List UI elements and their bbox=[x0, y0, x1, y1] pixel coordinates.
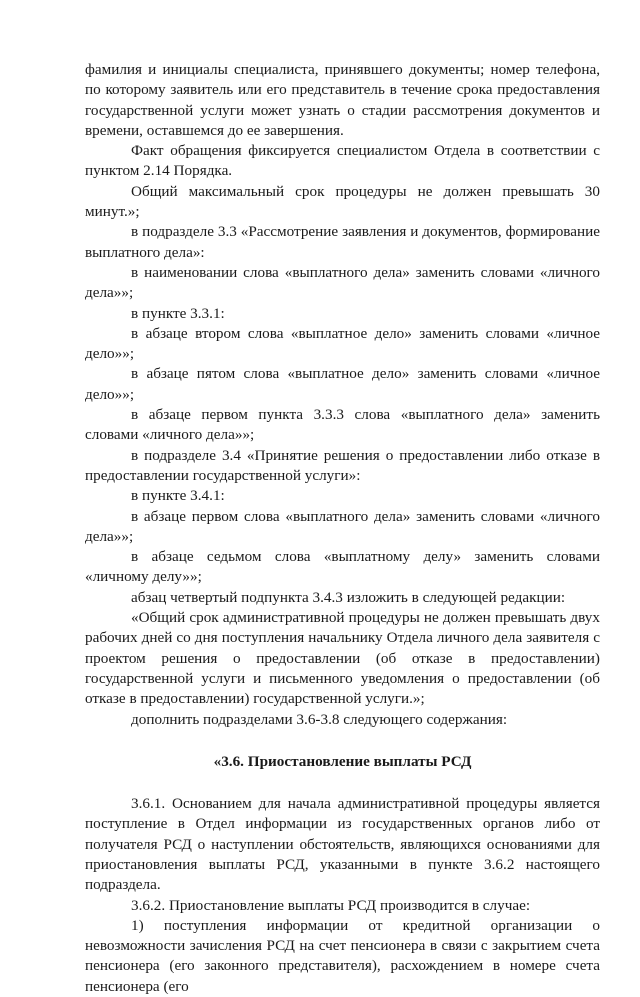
paragraph: 3.6.2. Приостановление выплаты РСД производится в случае: bbox=[131, 896, 531, 914]
paragraph: в абзаце седьмом слова «выплатному делу» заменить словами «личному делу»»; bbox=[85, 548, 600, 586]
document-body bbox=[85, 60, 600, 997]
paragraph: дополнить подразделами 3.6-3.8 следующего содержания: bbox=[131, 710, 508, 728]
paragraph: в абзаце первом пункта 3.3.3 слова «выплатного дела» заменить словами «личного дела»»; bbox=[85, 406, 600, 444]
paragraph: фамилия и инициалы специалиста, принявшего документы; номер телефона, по которому заявитель или его представитель в течение срока предоставления государственной услуги может узнать о стадии рассмотрения документов и времени, оставшемся до ее завершения. bbox=[85, 61, 600, 139]
paragraph: «Общий срок административной процедуры не должен превышать двух рабочих дней со дня поступления начальнику Отдела личного дела заявителя с проектом решения о предоставлении (об отказе в предоставлении) государственной услуги и письменного уведомления о предоставлении (об отказе в предоставлении) государственной услуги.»; bbox=[85, 609, 600, 708]
paragraph: в пункте 3.3.1: bbox=[131, 304, 225, 322]
paragraph: в подразделе 3.4 «Принятие решения о предоставлении либо отказе в предоставлении государственной услуги»: bbox=[85, 446, 600, 484]
paragraph: в пункте 3.4.1: bbox=[131, 487, 225, 505]
paragraph: в абзаце первом слова «выплатного дела» заменить словами «личного дела»»; bbox=[85, 507, 600, 545]
paragraph: 3.6.1. Основанием для начала административной процедуры является поступление в Отдел информации из государственных органов либо от получателя РСД о наступлении обстоятельств, являющихся основаниями для приостановления выплаты РСД, указанными в пункте 3.6.2 настоящего подраздела. bbox=[85, 795, 600, 894]
paragraph: в абзаце пятом слова «выплатное дело» заменить словами «личное дело»»; bbox=[85, 365, 600, 403]
paragraph: Общий максимальный срок процедуры не должен превышать 30 минут.»; bbox=[85, 182, 600, 221]
section-heading: «3.6. Приостановление выплаты РСД bbox=[213, 752, 472, 770]
paragraph: 1) поступления информации от кредитной организации о невозможности зачисления РСД на счет пенсионера в связи с закрытием счета пенсионера (его законного представителя), расхождением в номере счета пенсионера (его bbox=[85, 916, 600, 995]
paragraph: абзац четвертый подпункта 3.4.3 изложить в следующей редакции: bbox=[131, 588, 566, 606]
paragraph: в абзаце втором слова «выплатное дело» заменить словами «личное дело»»; bbox=[85, 324, 600, 363]
paragraph: Факт обращения фиксируется специалистом Отдела в соответствии с пунктом 2.14 Порядка. bbox=[85, 142, 600, 180]
paragraph: в наименовании слова «выплатного дела» заменить словами «личного дела»»; bbox=[85, 263, 600, 302]
paragraph: в подразделе 3.3 «Рассмотрение заявления и документов, формирование выплатного дела»: bbox=[85, 223, 600, 261]
